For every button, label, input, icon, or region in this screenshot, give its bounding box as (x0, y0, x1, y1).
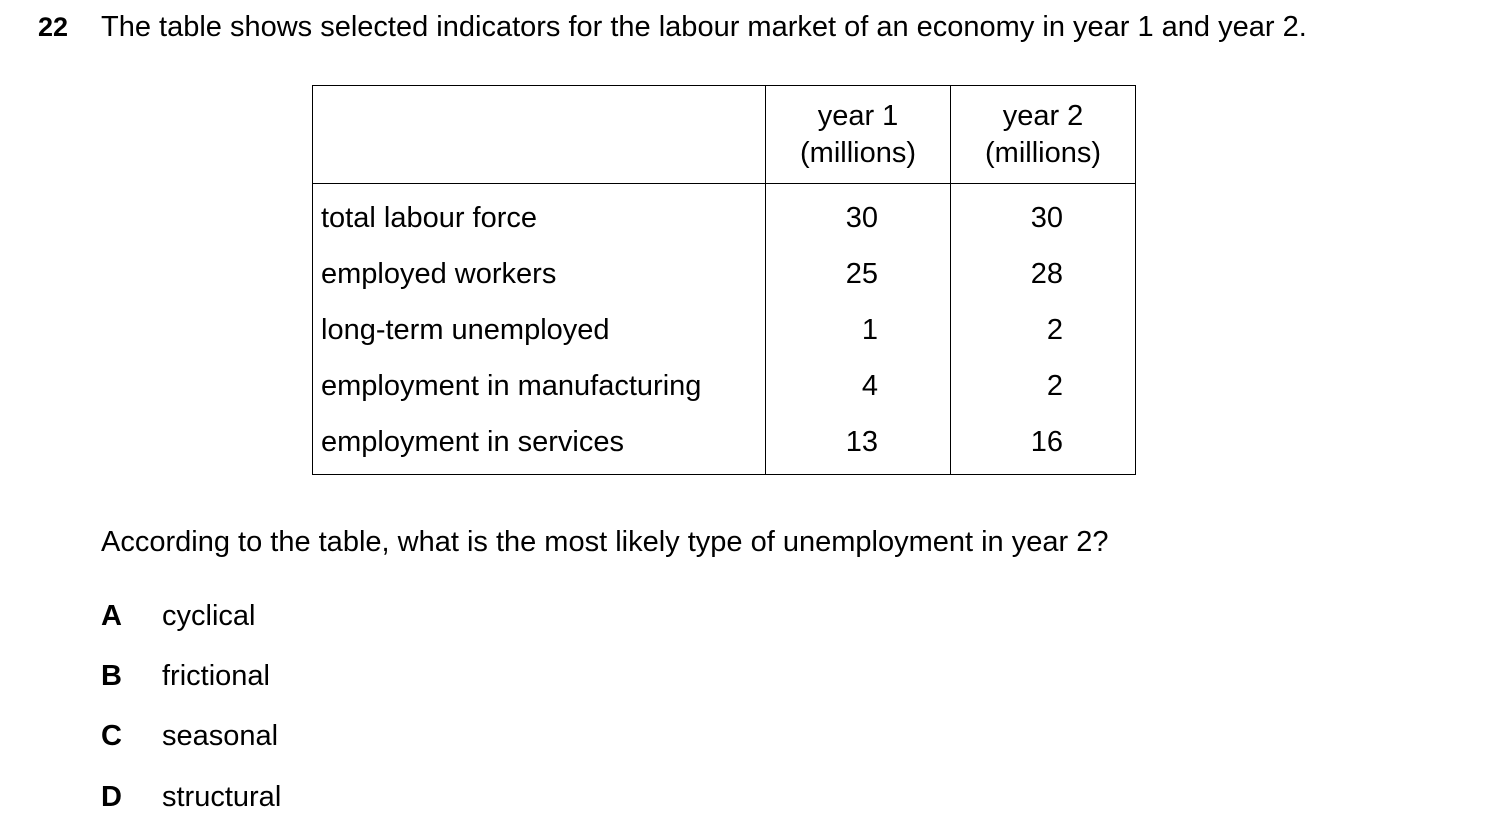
row-year-2-value: 2 (951, 358, 1136, 414)
option-b[interactable] (101, 658, 270, 694)
table-row (313, 358, 1136, 414)
table-row (313, 184, 1136, 247)
option-text: seasonal (162, 720, 279, 752)
header-year-1-label: year 1 (817, 99, 899, 132)
question-prompt: According to the table, what is the most likely type of unemployment in year 2? (101, 526, 1109, 558)
row-year-1-value: 13 (766, 414, 951, 475)
option-letter: A (101, 600, 122, 632)
option-letter: B (101, 660, 122, 692)
row-year-2-value: 30 (951, 184, 1136, 247)
row-label: employed workers (313, 246, 766, 302)
row-label: employment in services (313, 414, 766, 475)
option-a[interactable] (101, 598, 255, 634)
header-year-1-unit: (millions) (800, 136, 916, 169)
labour-market-table (312, 85, 1136, 475)
header-year-1 (766, 86, 951, 184)
row-year-1-value: 1 (766, 302, 951, 358)
row-year-2-value: 28 (951, 246, 1136, 302)
table-row (313, 302, 1136, 358)
table-row (313, 414, 1136, 475)
row-year-2-value: 16 (951, 414, 1136, 475)
option-letter: C (101, 720, 122, 752)
header-year-2-unit: (millions) (985, 136, 1101, 169)
question-number: 22 (38, 12, 69, 42)
option-text: structural (162, 781, 282, 813)
header-year-2 (951, 86, 1136, 184)
row-year-2-value: 2 (951, 302, 1136, 358)
option-d[interactable] (101, 779, 281, 815)
row-year-1-value: 4 (766, 358, 951, 414)
header-year-2-label: year 2 (1002, 99, 1084, 132)
row-year-1-value: 30 (766, 184, 951, 247)
row-label: total labour force (313, 184, 766, 247)
table-row (313, 246, 1136, 302)
question-stem: The table shows selected indicators for the labour market of an economy in year 1 and year 2. (101, 11, 1307, 43)
row-label: employment in manufacturing (313, 358, 766, 414)
table-header-row (313, 86, 1136, 184)
option-text: frictional (162, 660, 270, 692)
option-c[interactable] (101, 718, 278, 754)
option-text: cyclical (162, 600, 256, 632)
row-label: long-term unemployed (313, 302, 766, 358)
option-letter: D (101, 781, 122, 813)
header-blank-cell (313, 86, 766, 184)
row-year-1-value: 25 (766, 246, 951, 302)
